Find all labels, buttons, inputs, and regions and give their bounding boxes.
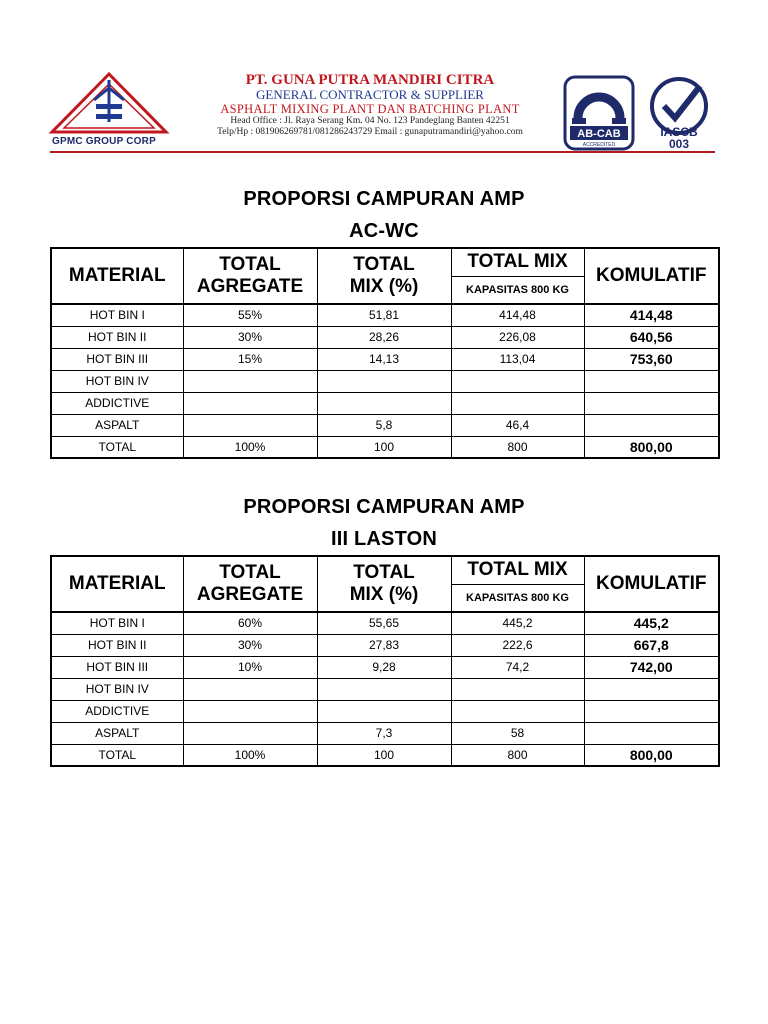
header-divider [50, 151, 715, 153]
cell-kapasitas: 222,6 [451, 634, 584, 656]
header-total-agregate [183, 248, 317, 304]
table1-title: PROPORSI CAMPURAN AMP [243, 188, 525, 210]
cell-mix: 51,81 [317, 304, 451, 326]
cell-material: HOT BIN I [51, 304, 183, 326]
cell-komulatif [584, 370, 719, 392]
abcab-cert-badge [562, 74, 636, 152]
table-row [51, 634, 719, 656]
table-row [51, 326, 719, 348]
cell-kapasitas [451, 370, 584, 392]
cell-agregate: 30% [183, 634, 317, 656]
cell-mix [317, 678, 451, 700]
cell-kapasitas: 74,2 [451, 656, 584, 678]
cell-komulatif [584, 414, 719, 436]
header-agregate-line2: AGREGATE [196, 584, 304, 605]
company-tagline-2: ASPHALT MIXING PLANT DAN BATCHING PLANT [220, 102, 520, 116]
cell-komulatif: 414,48 [584, 304, 719, 326]
cell-material: TOTAL [51, 744, 183, 766]
cell-mix [317, 370, 451, 392]
cell-mix: 14,13 [317, 348, 451, 370]
cell-mix: 5,8 [317, 414, 451, 436]
cell-komulatif: 640,56 [584, 326, 719, 348]
cell-mix [317, 392, 451, 414]
cell-komulatif: 742,00 [584, 656, 719, 678]
table2-subtitle: III LASTON [330, 528, 438, 550]
abcab-text: AB-CAB [577, 128, 621, 140]
iascb-cert-badge [640, 74, 718, 152]
mix-table-ac-wc [50, 247, 720, 459]
cell-kapasitas: 445,2 [451, 612, 584, 634]
abcab-logo-icon [562, 74, 636, 152]
header-mix-line2: MIX (%) [349, 276, 419, 297]
header-total-mix-pct [317, 248, 451, 304]
cell-agregate: 55% [183, 304, 317, 326]
header-agregate-line1: TOTAL [219, 254, 281, 275]
table-row [51, 304, 719, 326]
cell-komulatif: 445,2 [584, 612, 719, 634]
cell-kapasitas: 414,48 [451, 304, 584, 326]
cell-kapasitas [451, 392, 584, 414]
table-row-total [51, 436, 719, 458]
cell-material: TOTAL [51, 436, 183, 458]
cell-material: HOT BIN IV [51, 678, 183, 700]
company-tagline-1: GENERAL CONTRACTOR & SUPPLIER [256, 87, 484, 102]
header-mix-line1: TOTAL [353, 562, 415, 583]
table-row-total [51, 744, 719, 766]
cell-komulatif [584, 678, 719, 700]
header-agregate-line2: AGREGATE [196, 276, 304, 297]
cell-agregate [183, 370, 317, 392]
header-total-mix: TOTAL MIX [451, 556, 584, 584]
table-row [51, 370, 719, 392]
cell-material: HOT BIN II [51, 326, 183, 348]
cell-kapasitas [451, 700, 584, 722]
cell-komulatif: 800,00 [584, 436, 719, 458]
header-total-agregate [183, 556, 317, 612]
cell-agregate [183, 414, 317, 436]
cell-material: HOT BIN II [51, 634, 183, 656]
header-kapasitas: KAPASITAS 800 KG [451, 584, 584, 612]
table-row [51, 722, 719, 744]
company-contact: Telp/Hp : 081906269781/081286243729 Email : gunaputramandiri@yahoo.com [217, 127, 523, 137]
table-row [51, 656, 719, 678]
header-komulatif: KOMULATIF [584, 248, 719, 304]
cell-mix: 9,28 [317, 656, 451, 678]
cell-agregate: 30% [183, 326, 317, 348]
cell-kapasitas: 800 [451, 744, 584, 766]
table-row [51, 678, 719, 700]
cell-komulatif [584, 722, 719, 744]
cell-mix: 55,65 [317, 612, 451, 634]
cell-agregate [183, 392, 317, 414]
table2-title: PROPORSI CAMPURAN AMP [243, 496, 525, 518]
iascb-logo-icon [640, 74, 718, 152]
header-komulatif: KOMULATIF [584, 556, 719, 612]
cell-kapasitas [451, 678, 584, 700]
cell-material: HOT BIN IV [51, 370, 183, 392]
cell-agregate: 10% [183, 656, 317, 678]
header-agregate-line1: TOTAL [219, 562, 281, 583]
cell-material: ASPALT [51, 414, 183, 436]
cell-agregate: 15% [183, 348, 317, 370]
company-address: Head Office : Jl. Raya Serang Km. 04 No. 123 Pandeglang Banten 42251 [230, 116, 510, 126]
cell-material: HOT BIN III [51, 348, 183, 370]
mix-table-iii-laston [50, 555, 720, 767]
iascb-number: 003 [668, 137, 690, 151]
company-name: PT. GUNA PUTRA MANDIRI CITRA [245, 72, 495, 88]
cell-komulatif [584, 700, 719, 722]
cell-material: ADDICTIVE [51, 700, 183, 722]
abcab-sub-text: ACCREDITED [582, 142, 616, 148]
cell-komulatif: 667,8 [584, 634, 719, 656]
cell-agregate: 60% [183, 612, 317, 634]
cell-material: ADDICTIVE [51, 392, 183, 414]
logo-caption: GPMC GROUP CORP [52, 136, 156, 147]
cell-komulatif [584, 392, 719, 414]
cell-kapasitas: 800 [451, 436, 584, 458]
letterhead [0, 0, 768, 160]
cell-mix [317, 700, 451, 722]
cell-kapasitas: 46,4 [451, 414, 584, 436]
cell-mix: 100 [317, 744, 451, 766]
cell-mix: 27,83 [317, 634, 451, 656]
header-material: MATERIAL [51, 556, 183, 612]
cell-kapasitas: 113,04 [451, 348, 584, 370]
gpmc-triangle-logo-icon [48, 70, 170, 140]
cell-mix: 28,26 [317, 326, 451, 348]
header-total-mix-pct [317, 556, 451, 612]
header-material: MATERIAL [51, 248, 183, 304]
header-mix-line2: MIX (%) [349, 584, 419, 605]
cell-mix: 7,3 [317, 722, 451, 744]
table-row [51, 392, 719, 414]
table-row [51, 348, 719, 370]
cell-material: HOT BIN III [51, 656, 183, 678]
cell-agregate [183, 722, 317, 744]
cell-komulatif: 800,00 [584, 744, 719, 766]
cell-kapasitas: 226,08 [451, 326, 584, 348]
table-row [51, 414, 719, 436]
cell-material: ASPALT [51, 722, 183, 744]
header-total-mix: TOTAL MIX [451, 248, 584, 276]
cell-agregate: 100% [183, 744, 317, 766]
table-row [51, 700, 719, 722]
cell-kapasitas: 58 [451, 722, 584, 744]
iascb-text: IASCB [660, 125, 698, 139]
cell-material: HOT BIN I [51, 612, 183, 634]
cell-komulatif: 753,60 [584, 348, 719, 370]
header-kapasitas: KAPASITAS 800 KG [451, 276, 584, 304]
header-mix-line1: TOTAL [353, 254, 415, 275]
cell-agregate [183, 700, 317, 722]
cell-agregate: 100% [183, 436, 317, 458]
company-info [190, 72, 550, 138]
cell-agregate [183, 678, 317, 700]
cell-mix: 100 [317, 436, 451, 458]
table-row [51, 612, 719, 634]
table1-subtitle: AC-WC [349, 220, 419, 242]
